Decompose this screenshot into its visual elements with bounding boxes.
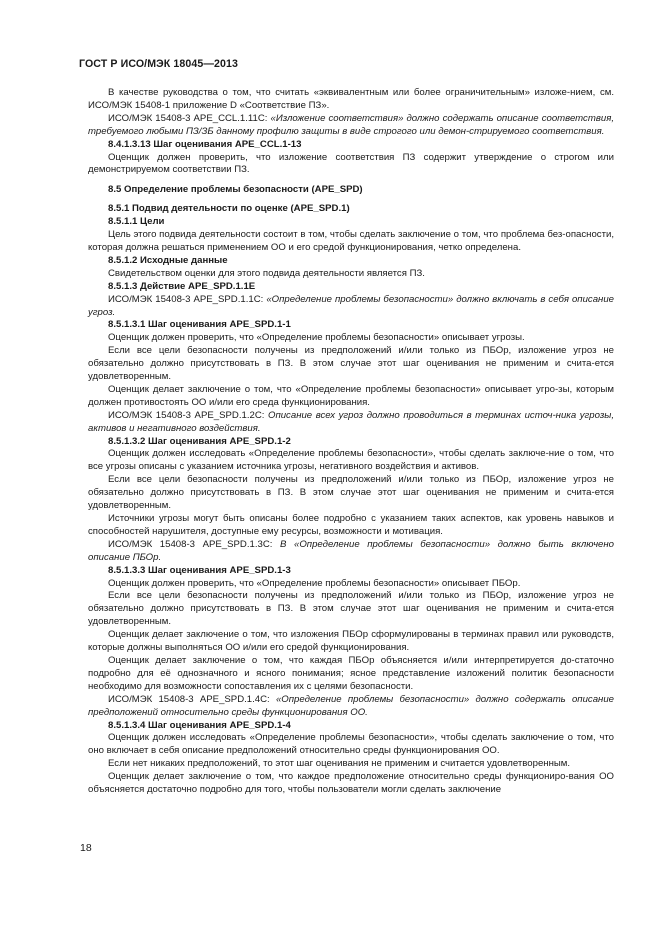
requirement-paragraph bbox=[88, 539, 614, 565]
paragraph: Оценщик делает заключение о том, что каждое предположение относительно среды функциониро-вания ОО объясняется достаточно подробно для того, чтобы пользователи могли сделать заключение bbox=[88, 771, 614, 796]
requirement-text: «Определение проблемы безопасности» должно включать в себя описание угроз. bbox=[88, 293, 615, 318]
requirement-ref: ИСО/МЭК 15408-3 APE_CCL.1.11C: bbox=[108, 112, 271, 124]
section-heading: 8.5.1.3.3 Шаг оценивания APE_SPD.1-3 bbox=[108, 564, 291, 576]
section-heading: 8.4.1.3.13 Шаг оценивания APE_CCL.1-13 bbox=[108, 138, 302, 150]
section-heading: 8.5.1.3.2 Шаг оценивания APE_SPD.1-2 bbox=[108, 435, 291, 447]
section-heading: 8.5.1 Подвид деятельности по оценке (APE_SPD.1) bbox=[108, 203, 350, 215]
requirement-ref: ИСО/МЭК 15408-3 APE_SPD.1.1C: bbox=[108, 293, 267, 305]
paragraph: В качестве руководства о том, что считать «эквивалентным или более ограничительным» изложе-нием, см. ИСО/МЭК 15408-1 приложение D «Соответствие ПЗ». bbox=[88, 87, 614, 111]
requirement-paragraph bbox=[88, 694, 614, 720]
document-header: ГОСТ Р ИСО/МЭК 18045—2013 bbox=[79, 58, 238, 70]
section-heading: 8.5.1.1 Цели bbox=[108, 216, 165, 228]
paragraph: Оценщик делает заключение о том, что изложения ПБОр сформулированы в терминах правил или руководств, которые должны выполняться ОО и/или его средой функционирования. bbox=[88, 629, 614, 654]
paragraph: Оценщик должен исследовать «Определение проблемы безопасности», чтобы сделать заключе-ние о том, что все угрозы описаны с указанием источника угрозы, негативного воздействия и активов. bbox=[88, 448, 614, 473]
paragraph: Оценщик должен проверить, что «Определение проблемы безопасности» описывает угрозы. bbox=[108, 332, 525, 344]
requirement-text: «Определение проблемы безопасности» должно содержать описание предположений относительно среды функционирования ОО. bbox=[88, 693, 614, 718]
page-number: 18 bbox=[80, 842, 92, 854]
paragraph: Свидетельством оценки для этого подвида деятельности является ПЗ. bbox=[108, 267, 425, 279]
section-heading: 8.5.1.3 Действие APE_SPD.1.1E bbox=[108, 280, 256, 292]
paragraph: Оценщик делает заключение о том, что каждая ПБОр объясняется и/или интерпретируется до-статочно подробно для её однозначного и ясного понимания; ясное представление изложений политик безопасности необходимо для возможности сопоставления их с целями безопасности. bbox=[88, 654, 614, 692]
requirement-ref: ИСО/МЭК 15408-3 APE_SPD.1.3C: bbox=[108, 538, 281, 550]
paragraph: Оценщик должен проверить, что изложение соответствия ПЗ содержит утверждение о строгом или демонстрируемом соответствии ПЗ. bbox=[88, 151, 614, 176]
requirement-text: «Изложение соответствия» должно содержать описание соответствия, требуемого любыми ПЗ/ЗБ данному профилю защиты в виде строгого или демон-стрируемого соответствия. bbox=[88, 112, 614, 137]
paragraph: Источники угрозы могут быть описаны более подробно с указанием таких аспектов, как уровень навыков и способностей нарушителя, доступные ему ресурсы, возможности и мотивация. bbox=[88, 513, 614, 537]
document-body bbox=[88, 87, 614, 797]
paragraph: Если все цели безопасности получены из предположений и/или только из ПБОр, изложение угроз не обязательно должно присутствовать в ПЗ. В этом случае этот шаг оценивания не применим и счита-ется удовлетворенным. bbox=[88, 590, 614, 628]
requirement-paragraph bbox=[88, 410, 614, 436]
section-heading: 8.5.1.2 Исходные данные bbox=[108, 254, 228, 266]
section-heading: 8.5 Определение проблемы безопасности (APE_SPD) bbox=[108, 184, 363, 196]
paragraph: Оценщик делает заключение о том, что «Определение проблемы безопасности» описывает угро-зы, которым должен противостоять ОО и/или его среда функционирования. bbox=[88, 383, 614, 408]
requirement-paragraph bbox=[88, 294, 614, 320]
requirement-paragraph bbox=[88, 113, 614, 139]
paragraph: Оценщик должен исследовать «Определение проблемы безопасности», чтобы сделать заключение о том, что оно включает в себя описание предположений относительно среды функционирования ОО. bbox=[88, 732, 614, 757]
paragraph: Цель этого подвида деятельности состоит в том, чтобы сделать заключение о том, что проблема без-опасности, которая должна решаться применением ОО и его средой функционирования, четко определена. bbox=[88, 229, 614, 253]
paragraph: Если все цели безопасности получены из предположений и/или только из ПБОр, изложение угроз не обязательно должно присутствовать в ПЗ. В этом случае этот шаг оценивания не применим и счита-ется удовлетворенным. bbox=[88, 345, 614, 383]
requirement-text: Описание всех угроз должно проводиться в терминах источ-ника угрозы, активов и негативного воздействия. bbox=[88, 409, 614, 434]
paragraph: Если все цели безопасности получены из предположений и/или только из ПБОр, изложение угроз не обязательно должно присутствовать в ПЗ. В этом случае этот шаг оценивания не применим и счита-ется удовлетворенным. bbox=[88, 474, 614, 512]
section-heading: 8.5.1.3.1 Шаг оценивания APE_SPD.1-1 bbox=[108, 319, 291, 331]
paragraph: Если нет никаких предположений, то этот шаг оценивания не применим и считается удовлетворенным. bbox=[108, 758, 571, 770]
section-heading: 8.5.1.3.4 Шаг оценивания APE_SPD.1-4 bbox=[108, 719, 291, 731]
requirement-text: В «Определение проблемы безопасности» должно быть включено описание ПБОр. bbox=[88, 538, 614, 563]
paragraph: Оценщик должен проверить, что «Определение проблемы безопасности» описывает ПБОр. bbox=[108, 577, 521, 589]
requirement-ref: ИСО/МЭК 15408-3 APE_SPD.1.4C: bbox=[108, 693, 276, 705]
requirement-ref: ИСО/МЭК 15408-3 APE_SPD.1.2C: bbox=[108, 409, 268, 421]
